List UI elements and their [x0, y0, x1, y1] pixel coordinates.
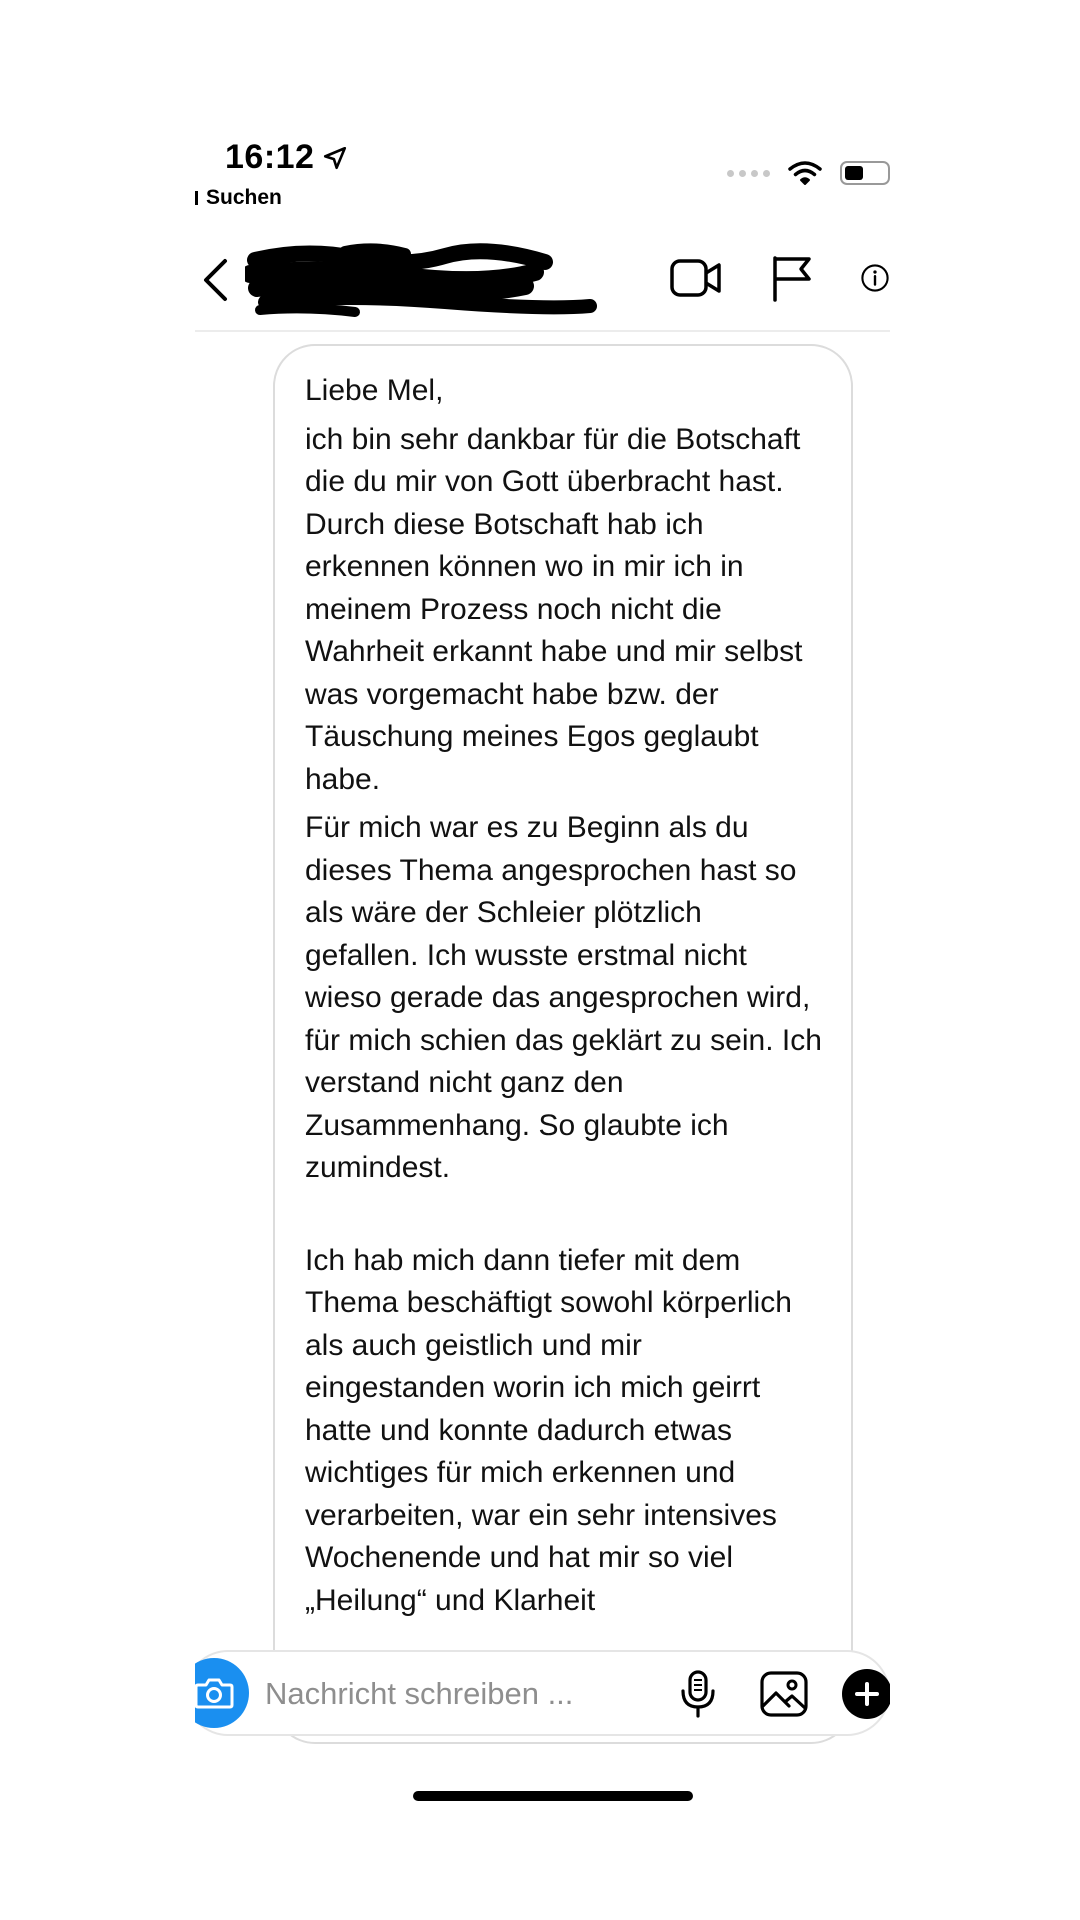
- contact-name-redacted[interactable]: [245, 240, 605, 320]
- back-to-app-link[interactable]: [195, 186, 282, 210]
- chat-header: [195, 230, 890, 330]
- microphone-icon: [678, 1669, 718, 1719]
- battery-icon: [840, 161, 890, 185]
- gallery-button[interactable]: [756, 1666, 812, 1722]
- header-actions: [668, 250, 890, 306]
- info-icon: [860, 253, 890, 303]
- chevron-left-icon: [201, 257, 229, 303]
- redaction-scribble: [245, 240, 605, 320]
- back-button[interactable]: [195, 252, 235, 308]
- phone-screen: [195, 0, 890, 1920]
- camera-icon: [195, 1676, 234, 1710]
- more-options-button[interactable]: [842, 1669, 890, 1719]
- plus-icon: [854, 1681, 880, 1707]
- status-indicators: [727, 160, 890, 186]
- cellular-signal-icon: [727, 170, 770, 177]
- image-gallery-icon: [759, 1670, 809, 1718]
- flag-icon: [770, 254, 814, 302]
- paragraph-spacer: [305, 1190, 823, 1240]
- message-paragraph-2: Für mich war es zu Beginn als du dieses Thema angesprochen hast so als wäre der Schleier plötzlich gefallen. Ich wusste erstmal nicht wieso gerade das angesprochen wird, für mich schien das geklärt zu sein. Ich verstand nicht ganz den Zusammenhang. So glaubte ich zumindest.: [305, 811, 822, 1184]
- status-time-text: 16:12: [225, 138, 315, 176]
- message-input[interactable]: [265, 1670, 625, 1718]
- voice-message-button[interactable]: [670, 1666, 726, 1722]
- report-button[interactable]: [764, 250, 820, 306]
- message-paragraph-1: ich bin sehr dankbar für die Botschaft die du mir von Gott überbracht hast. Durch diese Botschaft hab ich erkennen können wo in mir ich in meinem Prozess noch nicht die Wahrheit erkannt habe und mir selbst was vorgemacht habe bzw. der Täuschung meines Egos geglaubt habe.: [305, 422, 803, 796]
- composer-actions: [670, 1666, 890, 1722]
- message-greeting: Liebe Mel,: [305, 374, 444, 407]
- video-call-icon: [669, 256, 723, 300]
- message-paragraph-3: Ich hab mich dann tiefer mit dem Thema beschäftigt sowohl körperlich als auch geistlich und mir eingestanden worin ich mich geirrt hatte und konnte dadurch etwas wichtiges für mich erkennen und verarbeiten, war ein sehr intensives Wochenende und hat mir so viel „Heilung“ und Klarheit: [305, 1243, 792, 1617]
- video-call-button[interactable]: [668, 250, 724, 306]
- header-divider: [195, 330, 890, 332]
- back-to-app-label: Suchen: [206, 186, 282, 209]
- info-button[interactable]: [860, 250, 890, 306]
- message-composer: [195, 1650, 890, 1736]
- back-to-app-tick: [195, 191, 198, 205]
- home-indicator[interactable]: [413, 1791, 693, 1801]
- location-arrow-icon: [322, 145, 348, 171]
- camera-button[interactable]: [195, 1658, 249, 1728]
- message-bubble[interactable]: [273, 344, 853, 1744]
- wifi-icon: [788, 160, 822, 186]
- status-time: [225, 138, 348, 177]
